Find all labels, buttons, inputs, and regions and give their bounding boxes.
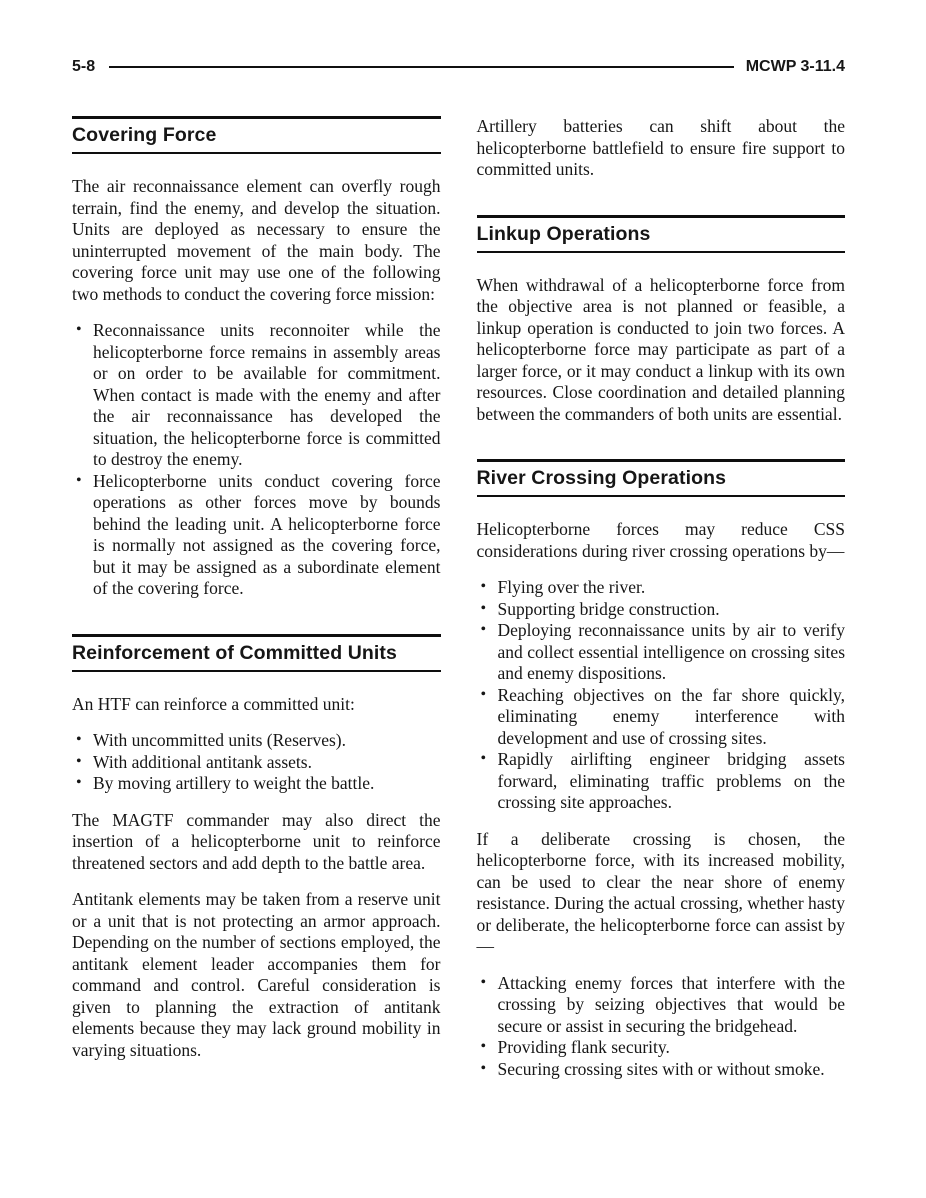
bullet-list-river-crossing: [477, 577, 846, 814]
bullet-item: • Supporting bridge construction.: [477, 599, 846, 621]
bullet-item: • Flying over the river.: [477, 577, 846, 599]
bullet-list-reinforcement: [72, 730, 441, 795]
section-heading-linkup-operations: Linkup Operations: [477, 215, 846, 253]
bullet-item: • Rapidly airlifting engineer bridging assets forward, eliminating traffic problems on the crossing site approaches.: [477, 749, 846, 814]
running-header: [72, 58, 845, 76]
paragraph-linkup-operations: When withdrawal of a helicopterborne force from the objective area is not planned or feasible, a linkup operation is conducted to join two forces. A helicopterborne force may participate as part of a larger force, or it may conduct a linkup with its own resources. Close coordination and detailed planning between the commanders of both units are essential.: [476, 274, 845, 424]
bullet-item: • Helicopterborne units conduct covering force operations as other forces move by bounds behind the leading unit. A helicopterborne force is normally not assigned as the covering force, but it may be assigned as a subordinate element of the covering force.: [72, 471, 441, 600]
bullet-item: • Deploying reconnaissance units by air to verify and collect essential intelligence on crossing sites and enemy dispositions.: [477, 620, 846, 685]
bullet-list-covering-force: [72, 320, 441, 600]
paragraph-deliberate-crossing: If a deliberate crossing is chosen, the helicopterborne force, with its increased mobility, can be used to clear the near shore of enemy resistance. During the actual crossing, whether hasty or deliberate, the helicopterborne force can assist by—: [476, 828, 845, 956]
header-rule: [109, 66, 734, 68]
left-column: [72, 116, 441, 1095]
paragraph-covering-force-intro: The air reconnaissance element can overfly rough terrain, find the enemy, and develop the situation. Units are deployed as necessary to ensure the uninterrupted movement of the main body. The covering force unit may use one of the following two methods to conduct the covering force mission:: [72, 176, 441, 304]
bullet-item: • Reconnaissance units reconnoiter while the helicopterborne force remains in assembly areas or on order to be available for commitment. When contact is made with the enemy and after the air reconnaissance has developed the situation, the helicopterborne force is committed to destroy the enemy.: [72, 320, 441, 471]
paragraph-artillery-batteries: Artillery batteries can shift about the helicopterborne battlefield to ensure fire support to committed units.: [476, 116, 845, 179]
bullet-item: • Providing flank security.: [477, 1037, 846, 1059]
bullet-item: • Reaching objectives on the far shore quickly, eliminating enemy interference with development and use of crossing sites.: [477, 685, 846, 750]
paragraph-magtf-commander: The MAGTF commander may also direct the insertion of a helicopterborne unit to reinforce threatened sectors and add depth to the battle area.: [72, 809, 441, 873]
bullet-item: • With uncommitted units (Reserves).: [72, 730, 441, 752]
two-column-body: [72, 116, 845, 1095]
page-number: 5-8: [72, 58, 96, 75]
section-heading-covering-force: Covering Force: [72, 116, 441, 154]
bullet-item: • With additional antitank assets.: [72, 752, 441, 774]
section-heading-reinforcement: Reinforcement of Committed Units: [72, 634, 441, 672]
section-heading-river-crossing: River Crossing Operations: [477, 459, 846, 497]
paragraph-reinforcement-intro: An HTF can reinforce a committed unit:: [72, 693, 355, 714]
bullet-list-crossing-assist: [477, 973, 846, 1081]
bullet-item: • Attacking enemy forces that interfere with the crossing by seizing objectives that would be secure or assist in securing the bridgehead.: [477, 973, 846, 1038]
paragraph-antitank-elements: Antitank elements may be taken from a reserve unit or a unit that is not protecting an armor approach. Depending on the number of sections employed, the antitank element leader accompanies them for command and control. Careful consideration is given to planning the extraction of antitank elements because they may lack ground mobility in varying situations.: [72, 889, 441, 1060]
right-column: [477, 116, 846, 1095]
bullet-item: • Securing crossing sites with or without smoke.: [477, 1059, 846, 1081]
paragraph-river-crossing-intro: Helicopterborne forces may reduce CSS considerations during river crossing operations by—: [476, 519, 845, 561]
doc-code: MCWP 3-11.4: [745, 58, 845, 75]
bullet-item: • By moving artillery to weight the battle.: [72, 773, 441, 795]
